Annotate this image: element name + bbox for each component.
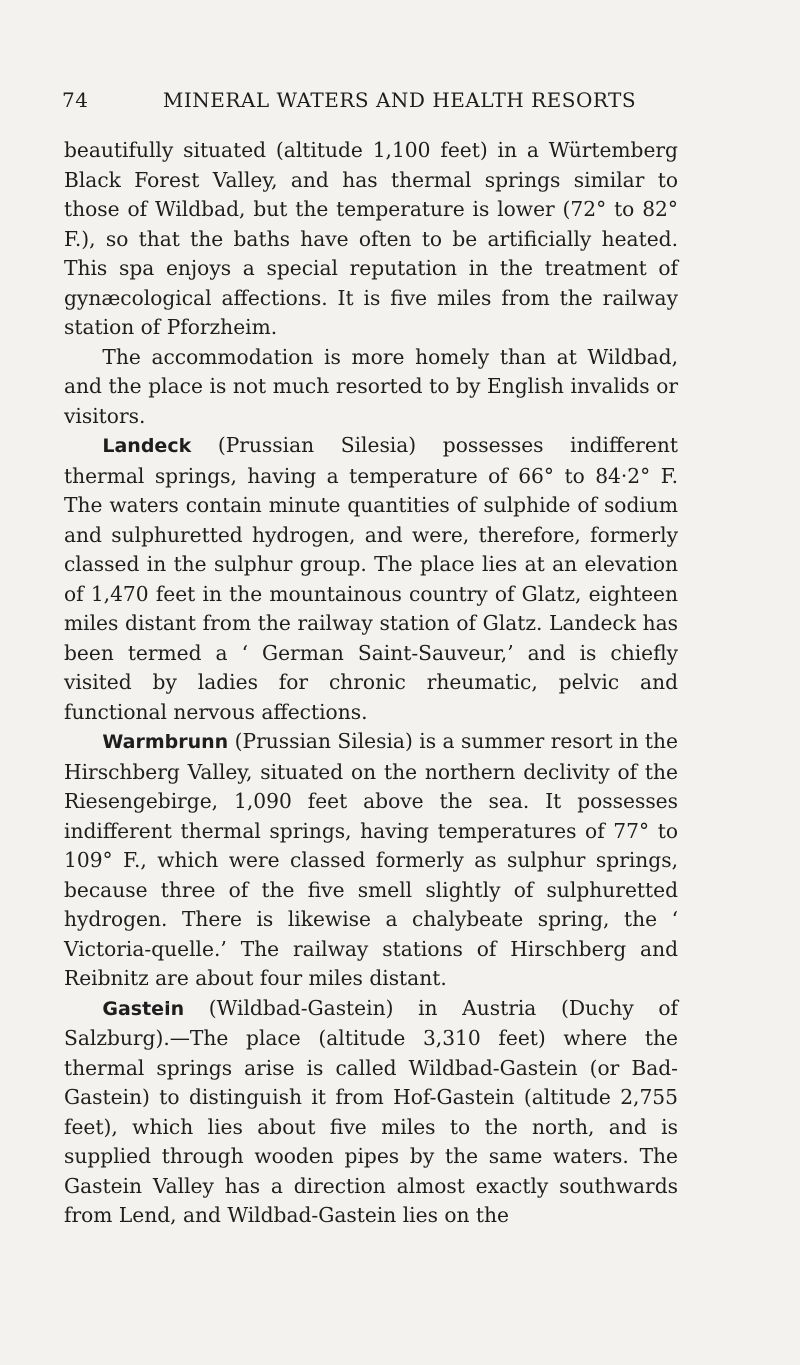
paragraph-text: The accommodation is more homely than at Wildbad, and the place is not much resorted to by English invalids or visitors. <box>64 344 678 428</box>
page-header <box>62 88 682 120</box>
entry-gastein <box>64 994 678 1231</box>
entry-landeck <box>64 431 678 727</box>
page-body <box>64 136 678 1231</box>
paragraph-text: (Prussian Silesia) is a summer resort in the Hirschberg Valley, situated on the northern declivity of the Riesengebirge, 1,090 feet above the sea. It possesses indifferent thermal springs, having temperatures of 77° to 109° F., which were classed formerly as sulphur springs, because three of the five smell slightly of sulphuretted hydrogen. There is likewise a chalybeate spring, the ‘ Victoria-quelle.’ The railway stations of Hirschberg and Reibnitz are about four miles distant. <box>64 729 678 990</box>
paragraph-text: (Wildbad-Gastein) in Austria (Duchy of Salzburg).—The place (altitude 3,310 feet) where the thermal springs arise is called Wildbad-Gastein (or Bad-Gastein) to distinguish it from Hof-Gastein (altitude 2,755 feet), which lies about five miles to the north, and is supplied through wooden pipes by the same waters. The Gastein Valley has a direction almost exactly southwards from Lend, and Wildbad-Gastein lies on the <box>64 995 678 1227</box>
page-number: 74 <box>62 88 89 112</box>
entry-title: Landeck <box>102 435 192 457</box>
paragraph-accommodation <box>64 343 678 432</box>
entry-title: Gastein <box>102 997 185 1020</box>
paragraph-continuation <box>64 136 678 343</box>
entry-warmbrunn <box>64 727 678 994</box>
paragraph-text: (Prussian Silesia) possesses indifferent thermal springs, having a temperature of 66° to 84·2° F. The waters contain minute quantities of sulphide of sodium and sulphuretted hydrogen, and were, therefore, formerly classed in the sulphur group. The place lies at an elevation of 1,470 feet in the mountainous country of Glatz, eighteen miles distant from the railway station of Glatz. Landeck has been termed a ‘ German Saint-Sauveur,’ and is chiefly visited by ladies for chronic rheumatic, pelvic and functional nervous affections. <box>64 433 678 724</box>
paragraph-text: beautifully situated (altitude 1,100 feet) in a Würtemberg Black Forest Valley, and has thermal springs similar to those of Wildbad, but the temperature is lower (72° to 82° F.), so that the baths have often to be artificially heated. This spa enjoys a special reputation in the treatment of gynæcological affections. It is five miles from the railway station of Pforzheim. <box>64 138 678 339</box>
entry-title: Warmbrunn <box>102 731 229 753</box>
running-title: MINERAL WATERS AND HEALTH RESORTS <box>162 88 637 112</box>
